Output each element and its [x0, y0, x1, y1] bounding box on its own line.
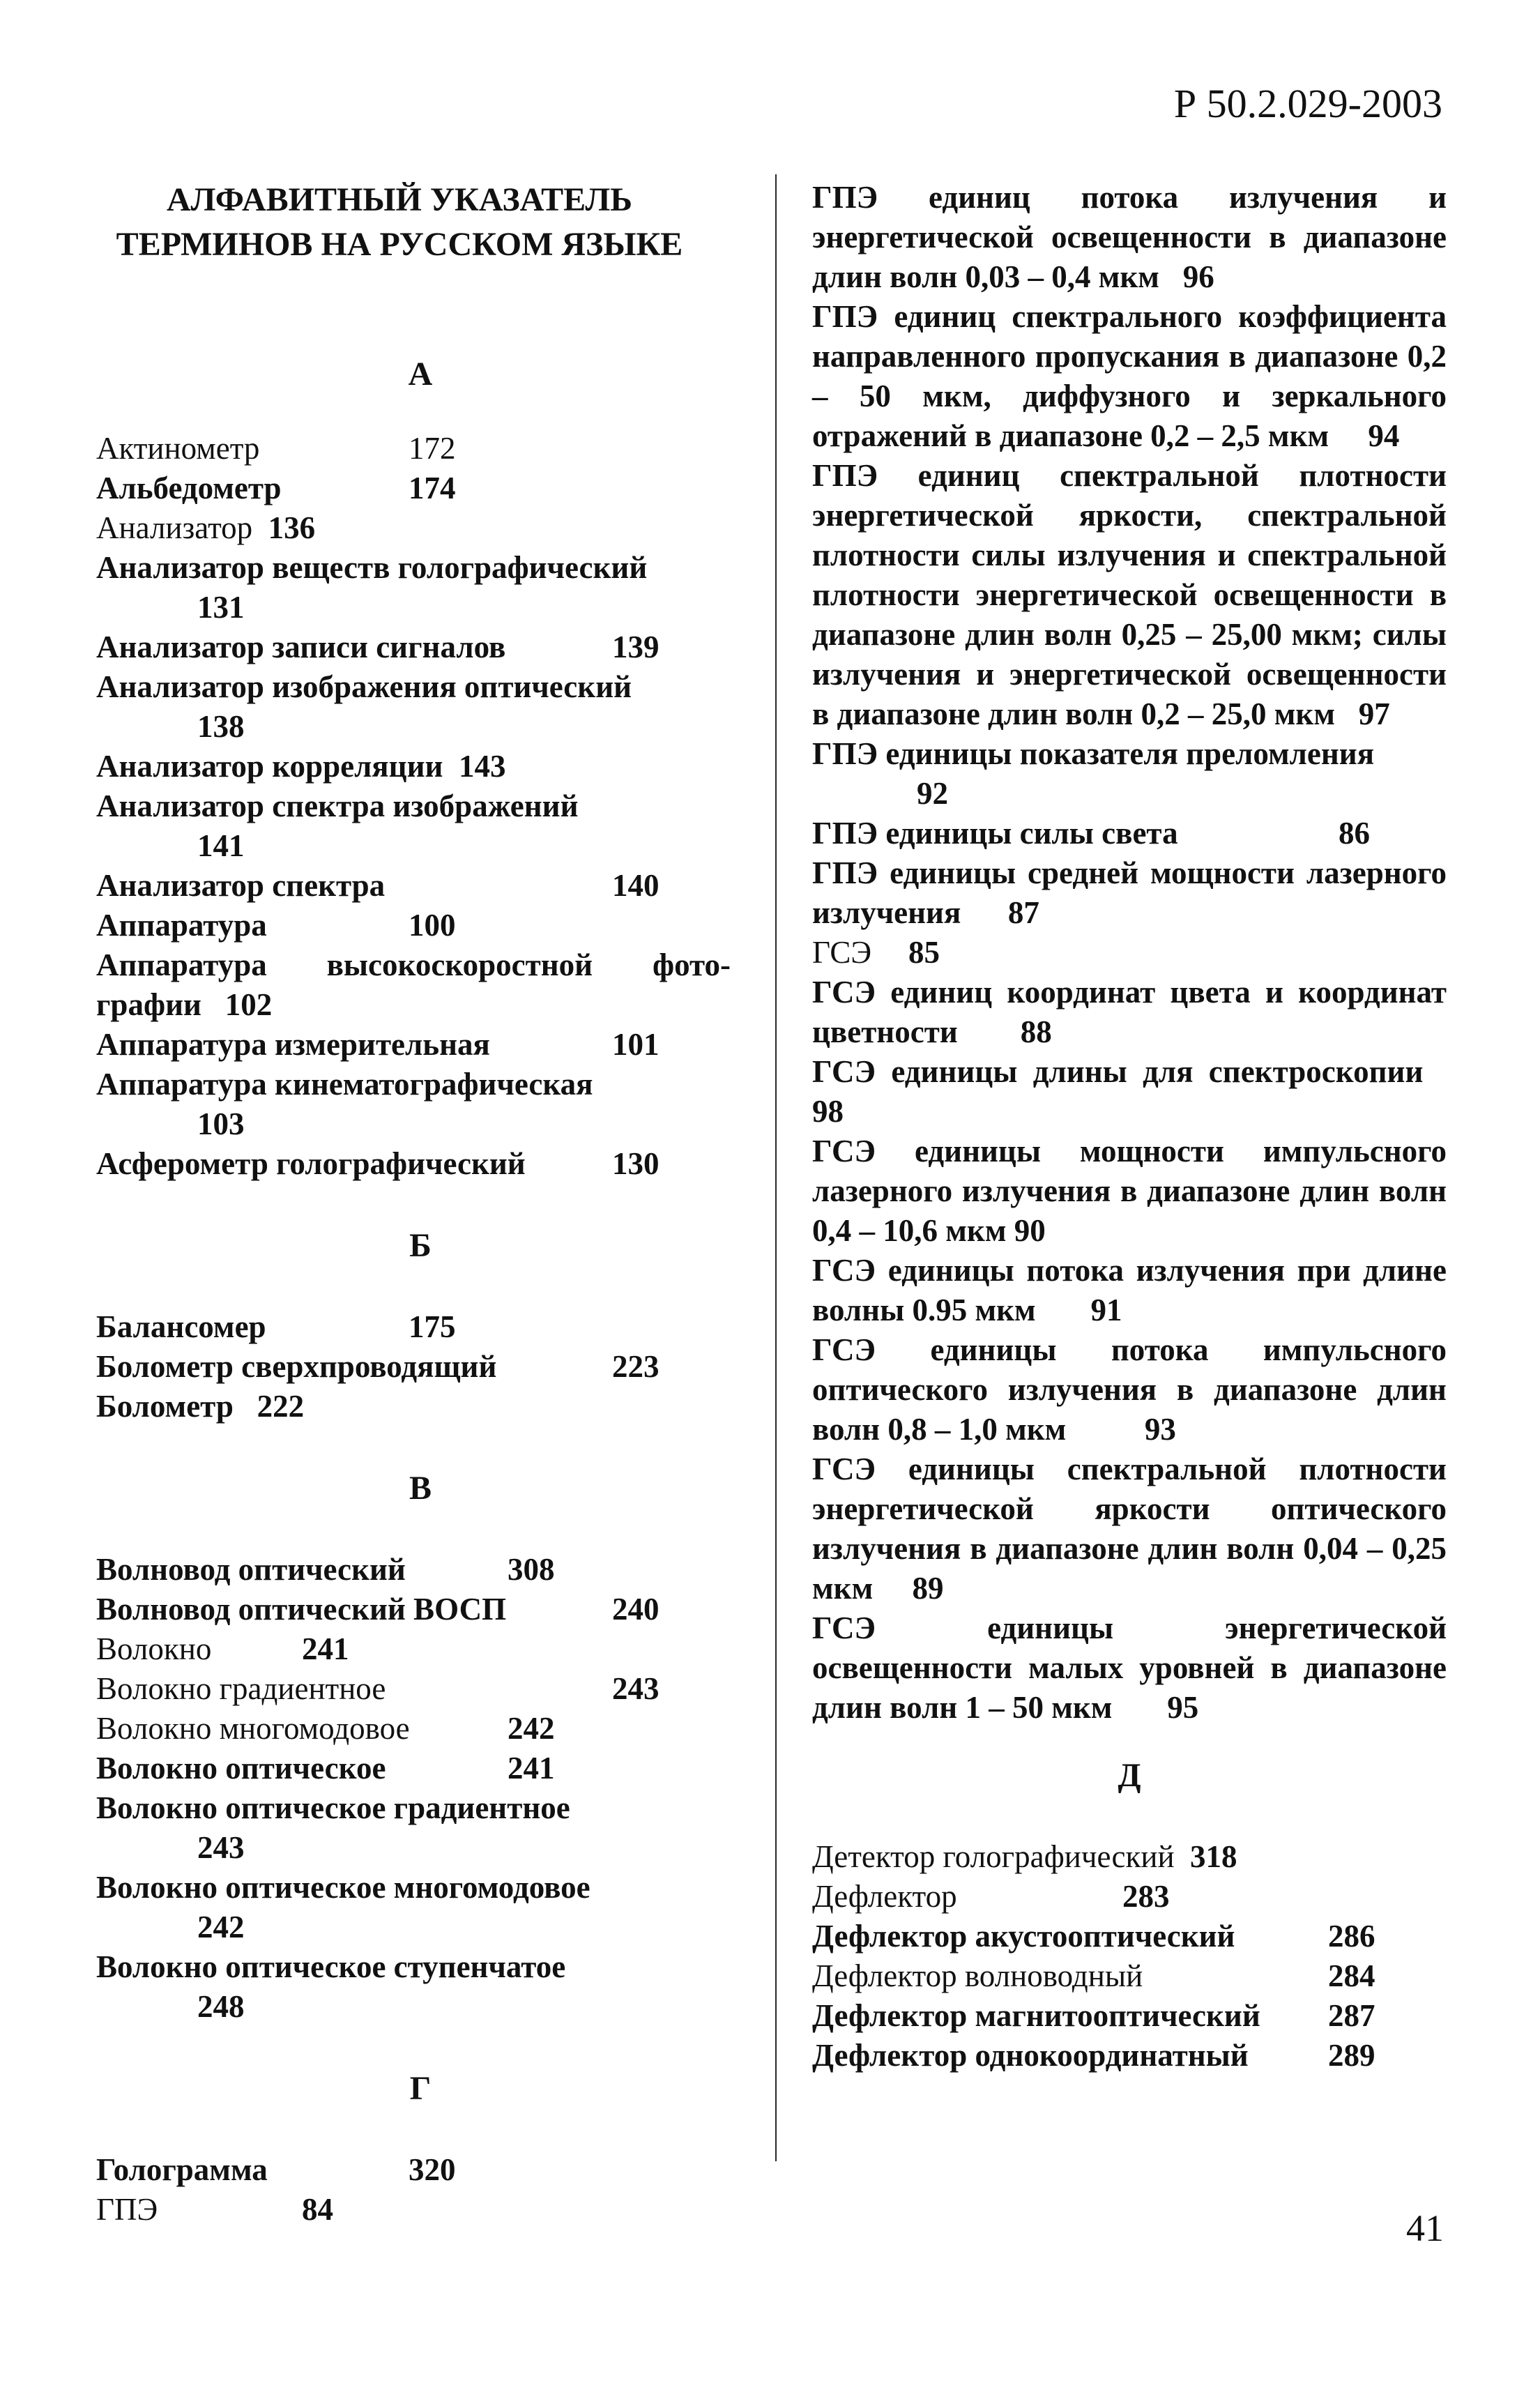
- index-entry: ГСЭ единицы длины для спектроскопии 98: [812, 1054, 1424, 1129]
- index-entry: Дефлектор магнитооптический 287: [812, 1998, 1375, 2033]
- index-entry: Волновод оптический 308: [96, 1552, 555, 1587]
- index-entry: Волокно оптическое многомодовое 242: [96, 1870, 590, 1944]
- index-entry: Анализатор изображения оптический 138: [96, 669, 632, 744]
- index-entry: ГСЭ единицы спектральной плотности энергетической яркости оптического излучения в диапазоне длин волн 0,04 – 0,25 мкм 89: [812, 1452, 1447, 1606]
- index-entry: Аппаратура кинематографическая 103: [96, 1067, 593, 1141]
- index-entry: Анализатор корреляции 143: [96, 749, 506, 784]
- index-entry: Анализатор спектра изображений 141: [96, 789, 579, 863]
- title-line-1: АЛФАВИТНЫЙ УКАЗАТЕЛЬ: [166, 181, 632, 218]
- index-entry: Анализатор веществ голографический 131: [96, 550, 648, 625]
- index-entry: ГПЭ единиц потока излучения и энергетической освещенности в диапазоне длин волн 0,03 – 0,4 мкм 96: [812, 180, 1447, 294]
- column-divider: [775, 174, 777, 2161]
- index-entry: ГПЭ 84: [96, 2192, 333, 2227]
- index-entry: Волокно 241: [96, 1631, 349, 1666]
- index-entry: Балансомер 175: [96, 1309, 456, 1344]
- index-entry: Детектор голографический 318: [812, 1839, 1237, 1874]
- index-entry: Дефлектор волноводный 284: [812, 1958, 1375, 1993]
- index-entry: ГСЭ единицы мощности импульсного лазерного излучения в диапазоне длин волн 0,4 – 10,6 мкм 90: [812, 1134, 1447, 1248]
- index-entry: Анализатор 136: [96, 510, 316, 545]
- index-entry: Актинометр 172: [96, 431, 456, 466]
- index-entry: Волокно оптическое градиентное 243: [96, 1790, 570, 1865]
- index-entry: Аппаратура измерительная 101: [96, 1027, 660, 1062]
- index-entry: ГПЭ единицы средней мощности лазерного излучения 87: [812, 855, 1447, 930]
- index-entry: Дефлектор однокоординатный 289: [812, 2038, 1375, 2073]
- index-entry: Аппаратура высокоскоростной фото- графии 102: [96, 947, 731, 1022]
- index-entry: Дефлектор акустооптический 286: [812, 1919, 1375, 1954]
- document-code: Р 50.2.029-2003: [1173, 81, 1442, 126]
- index-entry: ГСЭ единицы потока импульсного оптического излучения в диапазоне длин волн 0,8 – 1,0 мкм 93: [812, 1332, 1447, 1447]
- left-column: [96, 178, 745, 2230]
- index-entry: ГСЭ единиц координат цвета и координат цветности 88: [812, 975, 1447, 1049]
- section-letter-a: А: [408, 356, 433, 393]
- right-column: [812, 178, 1447, 2076]
- page-number: 41: [1406, 2207, 1444, 2249]
- section-letter-d: Д: [1118, 1757, 1141, 1794]
- index-entry: Волокно многомодовое 242: [96, 1711, 555, 1746]
- section-letter-g: Г: [409, 2070, 432, 2107]
- section-letter-b: Б: [409, 1227, 432, 1264]
- index-entry: Анализатор записи сигналов 139: [96, 630, 660, 664]
- index-entry: ГПЭ единицы силы света 86: [812, 816, 1370, 851]
- index-entry: Волокно оптическое 241: [96, 1751, 555, 1786]
- index-entry: ГПЭ единицы показателя преломления 92: [812, 736, 1375, 811]
- title-line-2: ТЕРМИНОВ НА РУССКОМ ЯЗЫКЕ: [116, 226, 683, 263]
- index-entry: Голограмма 320: [96, 2152, 456, 2187]
- index-entry: ГСЭ единицы потока излучения при длине волны 0.95 мкм 91: [812, 1253, 1447, 1327]
- index-entry: ГСЭ единицы энергетической освещенности малых уровней в диапазоне длин волн 1 – 50 мкм 95: [812, 1611, 1447, 1725]
- index-entry: Волокно градиентное 243: [96, 1671, 660, 1706]
- index-entry: Анализатор спектра 140: [96, 868, 660, 903]
- index-entry: Аппаратура 100: [96, 908, 456, 943]
- index-entry: Дефлектор 283: [812, 1879, 1170, 1914]
- index-entry: Болометр 222: [96, 1389, 305, 1424]
- index-entry: Волокно оптическое ступенчатое 248: [96, 1949, 566, 2024]
- section-letter-v: В: [409, 1470, 432, 1507]
- index-entry: Асферометр голографический 130: [96, 1146, 660, 1181]
- index-entry: ГСЭ 85: [812, 935, 940, 970]
- index-entry: Болометр сверхпроводящий 223: [96, 1349, 660, 1384]
- index-entry: Альбедометр 174: [96, 471, 456, 505]
- index-entry: ГПЭ единиц спектрального коэффициента направленного пропускания в диапазоне 0,2 – 50 мкм, диффузного и зеркального отражений в диапазоне 0,2 – 2,5 мкм 94: [812, 299, 1447, 453]
- index-entry: Волновод оптический ВОСП 240: [96, 1592, 660, 1627]
- index-title: [96, 178, 745, 267]
- index-entry: ГПЭ единиц спектральной плотности энергетической яркости, спектральной плотности силы излучения и спектральной плотности энергетической освещенности в диапазоне длин волн 0,25 – 25,00 мкм; силы излучения и энергетической освещенности в диапазоне длин волн 0,2 – 25,0 мкм 97: [812, 458, 1447, 731]
